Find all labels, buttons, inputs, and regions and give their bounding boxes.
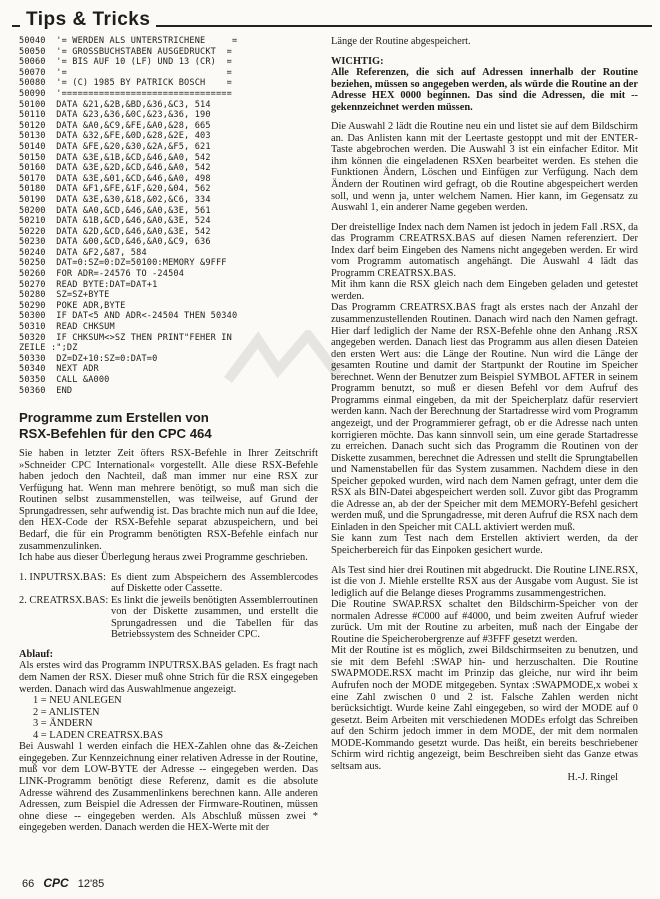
continuation-text: Länge der Routine abgespeichert. xyxy=(331,36,471,47)
listing-line: 50180 DATA &F1,&FE,&1F,&20,&04, 562 xyxy=(19,184,211,195)
listing-line: 50140 DATA &FE,&20,&30,&2A,&F5, 621 xyxy=(19,141,211,152)
wichtig-paragraph: Alle Referenzen, die sich auf Adressen innerhalb der Routine beziehen, müssen so angegeben werden, als würde die Routine an der Adresse HEX 0000 beginnen. Das sind die Adressen, die mit -- gekennzeichnet werden müssen. xyxy=(331,67,638,113)
magazine-name: CPC xyxy=(43,876,69,890)
swapmode-paragraph: Mit der Routine ist es möglich, zwei Bildschirmseiten zu benutzen, und sie mit dem Befehl :SWAP hin- und herzuschalten. Die Routine SWAPMODE.RSX macht im Prinzip das gleiche, nur wird ihr beim Aufrufen noch der MODE mitgegeben. Syntax :SWAPMODE,x wobei x eine Zahl zwischen 0 und 2 ist. Falsche Zahlen werden nicht berücksichtigt. Wurde keine Zahl eingegeben, so wird der MODE auf 0 gesetzt. Beim Arbeiten mit verschiedenen MODEs erfolgt das Schreiben auf den Schirm jedoch immer in dem MODE, der mit dem normalen MODE-Kommando gesetzt wurde. Das heißt, ein bereits beschriebener Schirm wird richtig angezeigt, beim Beschreiben sieht das Ganze etwas seltsam aus. xyxy=(331,645,638,772)
program-list xyxy=(19,572,318,641)
ablauf-heading: Ablauf: xyxy=(19,648,54,660)
listing-line: 50130 DATA &32,&FE,&0D,&28,&2E, 403 xyxy=(19,131,211,142)
listing-line: 50190 DATA &3E,&30,&18,&02,&C6, 334 xyxy=(19,194,211,205)
listing-line: 50100 DATA &21,&2B,&BD,&36,&C3, 514 xyxy=(19,99,211,110)
auswahl1-paragraph: Bei Auswahl 1 werden einfach die HEX-Zahlen ohne das &-Zeichen eingegeben. Zur Kennzeichnung einer relativen Adresse in der Routine, muß vor dem LOW-BYTE der Adresse -- eingegeben werden. Das LINK-Programm benötigt diese Referenz, damit es die absolute Adresse während des Zusammenlinkens berechnen kann. Alle anderen Adressen, zum Beispiel die Adressen der Firmware-Routinen, müssen ohne diese -- eingegeben werden. Als Abschluß müssen zwei * eingegeben werden. Danach werden die HEX-Werte mit der xyxy=(19,741,318,834)
basic-listing xyxy=(19,36,318,396)
issue-date: 12'85 xyxy=(77,878,105,890)
creatrsx-paragraph: Das Programm CREATRSX.BAS fragt als erstes nach der Anzahl der zusammenzustellenden Routinen. Danach wird nach den Namen gefragt. Hier darf lediglich der Name der RSX-Befehle ohne den Anhang .RSX angegeben werden. Danach liest das Programm aus allen diesen Dateien den ersten Wert aus: die Länge der Routine. Nun wird die Länge der gesamten Routine und damit der Startpunkt der Routine im Speicher berechnet. Wenn der Benutzer zum Beispiel SYMBOL AFTER in seinem Programm benutzt, so muß er diesen Befehl vor dem Aufruf des Programms einmal eingeben, da mit der Speicherplatz dafür reserviert werden kann. Nach der Berechnung der Startadresse wird vom Programm angezeigt, und der Programmierer gefragt, ob er die Adresse nach unten korrigieren möchte. Das kann sinnvoll sein, um eine gerade Startadresse zu erreichen. Danach sucht sich das Programm die Routinen von der Diskette zusammen, berechnet die Adressen und stellt die Sprungtabellen und Namenstabellen für das System zusammen. Nachdem diese in den Speicher gepoked wurden, wird nach dem Namen gefragt, unter dem die RSX als BIN-Datei abgespeichert werden soll. Zuvor gibt das Programm die Adresse an, ab der der Speicher mit dem MEMORY-Befehl gesichert werden muß, und die Sprungadresse, mit deren Aufruf die RSX nach dem Einladen in den Speicher mit CALL aktiviert werden muß. xyxy=(331,302,639,533)
listing-line: 50040 '= WERDEN ALS UNTERSTRICHENE = xyxy=(19,36,238,46)
menu-option: 4 = LADEN CREATRSX.BAS xyxy=(33,729,163,741)
menu-option: 2 = ANLISTEN xyxy=(33,706,100,718)
listing-line: 50290 POKE ADR,BYTE xyxy=(19,300,126,311)
listing-line: 50300 IF DAT<5 AND ADR<-24504 THEN 50340 xyxy=(19,311,238,322)
intro-paragraph-2: Ich habe aus dieser Überlegung heraus zwei Programme geschrieben. xyxy=(19,552,308,564)
listing-line: 50170 DATA &3E,&01,&CD,&46,&A0, 498 xyxy=(19,173,211,184)
listing-line: 50080 '= (C) 1985 BY PATRICK BOSCH = xyxy=(19,78,232,89)
listing-line: 50120 DATA &A0,&C9,&FE,&A0,&28, 665 xyxy=(19,120,211,131)
test-routines-paragraph: Als Test sind hier drei Routinen mit abgedruckt. Die Routine LINE.RSX, ist die von J. Miehle erstellte RSX aus der Ausgabe vom August. Sie ist lediglich auf die Belange dieses Programms zusammengestrichen. xyxy=(331,564,638,599)
program-name: 2. CREATRSX.BAS: xyxy=(19,594,109,606)
author-signature: H.-J. Ringel xyxy=(567,772,618,784)
article-title-line-2: RSX-Befehlen für den CPC 464 xyxy=(19,426,212,442)
auswahl-paragraph: Die Auswahl 2 lädt die Routine neu ein und listet sie auf dem Bildschirm an. Das Anlisten kann mit der Leertaste gestoppt und mit der ENTER-Taste abgebrochen werden. Die Auswahl 3 ist ein einfacher Editor. Mit ihm können die eingeladenen RSXen bearbeitet werden. Es stehen die Funktionen Ändern, Löschen und Einfügen zur Verfügung. Nach dem Ändern der Routinen wird gefragt, ob die Routine abgespeichert werden soll, und wenn ja, unter welchem Namen. Hier kann, im Gegensatz zu Auswahl 1, ein anderer Name gegeben werden. xyxy=(331,121,638,214)
listing-line: 50110 DATA &23,&36,&0C,&23,&36, 190 xyxy=(19,110,211,121)
program-name: 1. INPUTRSX.BAS: xyxy=(19,571,106,583)
activation-paragraph: Sie kann zum Test nach dem Erstellen aktiviert werden, da der Speicherbereich für das Einpoken gesichert wurde. xyxy=(331,533,638,556)
page-number: 66 xyxy=(22,878,35,890)
article-title xyxy=(19,410,318,442)
menu-option: 3 = ÄNDERN xyxy=(33,718,93,730)
listing-line: 50150 DATA &3E,&1B,&CD,&46,&A0, 542 xyxy=(19,152,211,163)
listing-line: 50070 '= = xyxy=(19,67,232,78)
ablauf-paragraph: Als erstes wird das Programm INPUTRSX.BAS geladen. Es fragt nach dem Namen der RSX. Dieser muß ohne Strich für die RSX eingegeben werden. Danach wird das Auswahlmenue angezeigt. xyxy=(19,660,318,695)
listing-line: 50280 SZ=SZ+BYTE xyxy=(19,290,110,301)
program-description: Es linkt die jeweils benötigten Assemblerroutinen von der Diskette zusammen, und erstellt die Sprungadressen und die Tabellen für das Betriebssystem des Schneider CPC. xyxy=(111,594,318,641)
listing-line: 50320 IF CHKSUM<>SZ THEN PRINT"FEHER IN xyxy=(19,332,232,343)
listing-line: 50050 '= GROSSBUCHSTABEN AUSGEDRUCKT = xyxy=(19,46,232,57)
section-title: Tips & Tricks xyxy=(20,9,156,31)
swap-paragraph: Die Routine SWAP.RSX schaltet den Bildschirm-Speicher von der normalen Adresse #C000 auf #4000, und beim zweiten Aufruf wieder zurück. Um mit der Routine zu arbeiten, muß nach der Eingabe der Routine die Speicherobergrenze auf #3FFF gesetzt werden. xyxy=(331,599,638,645)
test-hint-paragraph: Mit ihm kann die RSX gleich nach dem Eingeben geladen und getestet werden. xyxy=(331,279,638,302)
program-item xyxy=(19,572,318,595)
right-column xyxy=(331,36,638,784)
listing-line: 50220 DATA &2D,&CD,&46,&A0,&3E, 542 xyxy=(19,226,211,237)
menu-options xyxy=(19,695,318,741)
intro-paragraph: Sie haben in letzter Zeit öfters RSX-Befehle in Ihrer Zeitschrift »Schneider CPC International« vorgestellt. Alle diese RSX-Befehle haben jedoch den Nachteil, daß man immer nur eine RSX zur Verfügung hat. Wenn man mehrere benötigt, so muß man sich die Routinen selbst zusammenstellen, was teilweise, auf Grund der Sprungadressen, sehr aufwendig ist. Das brachte mich nun auf die Idee, den HEX-Code der RSX-Befehle separat abzuspeichern, und bei Bedarf, die für ein Programm benötigten RSX-Befehle einfach nur zusammenzulinken. xyxy=(19,448,318,552)
listing-line: 50200 DATA &A0,&CD,&46,&A0,&3E, 561 xyxy=(19,205,211,216)
menu-option: 1 = NEU ANLEGEN xyxy=(33,695,122,707)
listing-line: 50210 DATA &1B,&CD,&46,&A0,&3E, 524 xyxy=(19,216,211,227)
page-footer xyxy=(22,876,110,890)
listing-line: 50160 DATA &3E,&2D,&CD,&46,&A0, 542 xyxy=(19,163,211,174)
listing-line: 50260 FOR ADR=-24576 TO -24504 xyxy=(19,269,185,280)
listing-line: 50360 END xyxy=(19,385,73,396)
listing-line: 50330 DZ=DZ+10:SZ=0:DAT=0 xyxy=(19,353,158,364)
listing-line: 50250 DAT=0:SZ=0:DZ=50100:MEMORY &9FFF xyxy=(19,258,227,269)
listing-line: 50240 DATA &F2,&87, 584 xyxy=(19,247,147,258)
section-header xyxy=(12,9,652,31)
listing-line: 50230 DATA &00,&CD,&46,&A0,&C9, 636 xyxy=(19,237,211,248)
listing-line: ZEILE :";DZ xyxy=(19,343,78,354)
index-paragraph: Der dreistellige Index nach dem Namen ist jedoch in jedem Fall .RSX, da das Programm CREATRSX.BAS auf diesen Namen referenziert. Der Index darf beim Eingeben des Namens nicht angegeben werden. Er wird vom Programm automatisch angehängt. Die Auswahl 4 lädt das Programm CREATRSX.BAS. xyxy=(331,221,638,279)
program-description: Es dient zum Abspeichern des Assemblercodes auf Diskette oder Cassette. xyxy=(111,571,318,595)
left-column xyxy=(19,36,318,834)
listing-line: 50350 CALL &A000 xyxy=(19,375,110,385)
wichtig-heading: WICHTIG: xyxy=(331,55,384,67)
program-item xyxy=(19,595,318,641)
listing-line: 50090 '================================ xyxy=(19,88,232,99)
listing-line: 50310 READ CHKSUM xyxy=(19,322,115,333)
article-title-line-1: Programme zum Erstellen von xyxy=(19,410,209,426)
listing-line: 50060 '= BIS AUF 10 (LF) UND 13 (CR) = xyxy=(19,57,232,68)
listing-line: 50340 NEXT ADR xyxy=(19,364,99,375)
listing-line: 50270 READ BYTE:DAT=DAT+1 xyxy=(19,279,158,290)
